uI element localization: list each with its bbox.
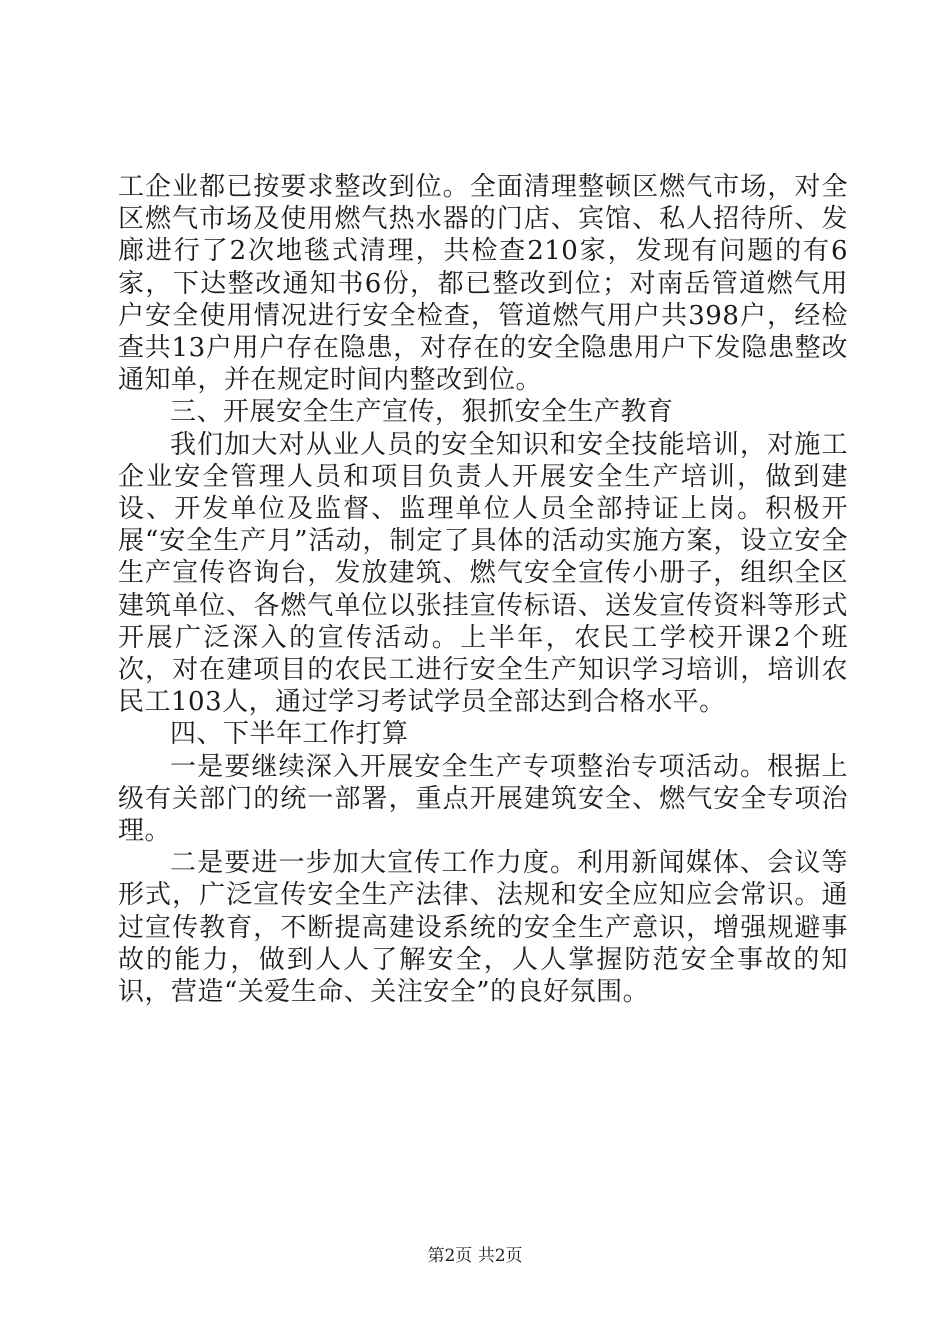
paragraph-plan-two: 二是要进一步加大宣传工作力度。利用新闻媒体、会议等形式，广泛宣传安全生产法律、法规和安全应知应会常识。通过宣传教育，不断提高建设系统的安全生产意识，增强规避事故的能力，做到人人了解安全，人人掌握防范安全事故的知识，营造“关爱生命、关注安全”的良好氛围。 bbox=[118, 848, 848, 1008]
document-body bbox=[118, 171, 848, 1008]
paragraph-training: 我们加大对从业人员的安全知识和安全技能培训，对施工企业安全管理人员和项目负责人开展安全生产培训，做到建设、开发单位及监督、监理单位人员全部持证上岗。积极开展“安全生产月”活动，制定了具体的活动实施方案，设立安全生产宣传咨询台，发放建筑、燃气安全宣传小册子，组织全区建筑单位、各燃气单位以张挂宣传标语、送发宣传资料等形式开展广泛深入的宣传活动。上半年，农民工学校开课2个班次，对在建项目的农民工进行安全生产知识学习培训，培训农民工103人，通过学习考试学员全部达到合格水平。 bbox=[118, 429, 848, 718]
paragraph-continuation: 工企业都已按要求整改到位。全面清理整顿区燃气市场，对全区燃气市场及使用燃气热水器的门店、宾馆、私人招待所、发廊进行了2次地毯式清理，共检查210家，发现有问题的有6家，下达整改通知书6份，都已整改到位；对南岳管道燃气用户安全使用情况进行安全检查，管道燃气用户共398户，经检查共13户用户存在隐患，对存在的安全隐患用户下发隐患整改通知单，并在规定时间内整改到位。 bbox=[118, 172, 848, 396]
paragraph-plan-one: 一是要继续深入开展安全生产专项整治专项活动。根据上级有关部门的统一部署，重点开展建筑安全、燃气安全专项治理。 bbox=[118, 751, 848, 847]
section-heading-publicity: 三、开展安全生产宣传，狠抓安全生产教育 bbox=[170, 397, 674, 428]
page-footer: 第2页 共2页 bbox=[427, 1246, 523, 1266]
section-heading-plan: 四、下半年工作打算 bbox=[170, 719, 409, 750]
